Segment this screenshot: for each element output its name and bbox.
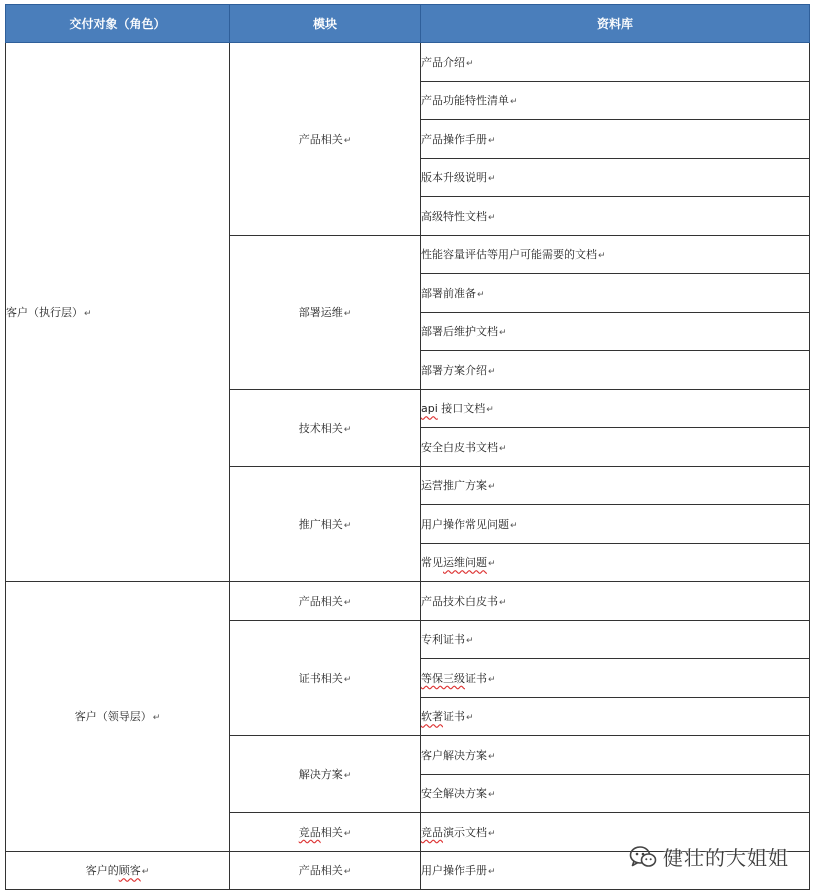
resource-cell-text: 常见运维问题 (421, 556, 487, 570)
paragraph-mark: ↵ (466, 58, 474, 69)
paragraph-mark: ↵ (488, 366, 496, 377)
resource-cell (421, 389, 810, 428)
resource-cell-text: 部署后维护文档 (421, 325, 498, 339)
paragraph-mark: ↵ (486, 405, 494, 416)
module-cell (230, 620, 421, 736)
module-cell-text: 推广相关 (298, 517, 343, 531)
resource-cell-text: 用户操作手册 (421, 864, 487, 878)
resource-cell (421, 505, 810, 544)
watermark (629, 842, 789, 871)
module-cell (230, 813, 421, 852)
paragraph-mark: ↵ (488, 674, 496, 685)
header-role: 交付对象（角色） (6, 5, 230, 43)
header-row (6, 5, 810, 43)
paragraph-mark: ↵ (141, 867, 150, 878)
resource-cell (421, 158, 810, 197)
resource-cell-text: api 接口文档 (421, 402, 486, 416)
resource-cell (421, 197, 810, 236)
resource-cell (421, 43, 810, 82)
resource-cell-text: 客户解决方案 (421, 748, 487, 762)
paragraph-mark: ↵ (343, 309, 352, 319)
resource-cell (421, 81, 810, 120)
paragraph-mark: ↵ (343, 674, 352, 685)
paragraph-mark: ↵ (488, 828, 496, 839)
role-cell-text: 客户的顾客 (85, 864, 141, 878)
module-cell-text: 部署运维 (298, 306, 343, 319)
resource-cell (421, 466, 810, 505)
paragraph-mark: ↵ (343, 828, 352, 839)
module-cell (230, 43, 421, 236)
resource-cell-text: 安全解决方案 (421, 787, 487, 801)
module-cell-text: 证书相关 (298, 671, 343, 685)
resource-cell-text: 软著证书 (421, 710, 465, 724)
resource-cell-text: 运营推广方案 (421, 479, 487, 493)
table-row (6, 582, 810, 621)
paragraph-mark: ↵ (488, 559, 496, 570)
role-cell-text: 客户（领导层） (74, 710, 152, 724)
resource-cell-text: 专利证书 (421, 633, 465, 647)
paragraph-mark: ↵ (488, 174, 496, 185)
module-cell (230, 466, 421, 582)
paragraph-mark: ↵ (466, 636, 474, 647)
resource-cell (421, 351, 810, 390)
resource-cell-text: 用户操作常见问题 (421, 517, 509, 531)
paragraph-mark: ↵ (343, 135, 352, 146)
paragraph-mark: ↵ (343, 520, 352, 531)
wechat-icon (629, 845, 657, 869)
resource-cell (421, 235, 810, 274)
paragraph-mark: ↵ (343, 597, 352, 608)
paragraph-mark: ↵ (598, 251, 606, 262)
module-cell-text: 解决方案 (298, 768, 343, 781)
module-cell-text: 技术相关 (298, 421, 343, 435)
resource-cell-text: 版本升级说明 (421, 171, 487, 185)
resource-cell (421, 774, 810, 813)
role-cell (6, 582, 230, 852)
module-cell-text: 产品相关 (298, 132, 343, 146)
role-cell (6, 43, 230, 582)
header-resource: 资料库 (421, 5, 810, 43)
paragraph-mark: ↵ (343, 424, 352, 435)
paragraph-mark: ↵ (466, 713, 474, 724)
resource-cell-text: 等保三级证书 (421, 671, 487, 685)
role-cell-text: 客户（执行层） (6, 306, 83, 319)
module-cell-text: 产品相关 (298, 594, 343, 608)
paragraph-mark: ↵ (510, 97, 518, 108)
resource-cell (421, 312, 810, 351)
resource-cell (421, 428, 810, 467)
paragraph-mark: ↵ (488, 867, 496, 878)
watermark-text: 健壮的大姐姐 (663, 846, 789, 870)
paragraph-mark: ↵ (499, 443, 507, 454)
resource-cell-text: 产品介绍 (421, 55, 465, 69)
module-cell (230, 235, 421, 389)
resource-cell-text: 竞品演示文档 (421, 825, 487, 839)
resource-cell (421, 736, 810, 775)
resource-cell-text: 产品技术白皮书 (421, 594, 498, 608)
resource-cell (421, 620, 810, 659)
resource-cell (421, 120, 810, 159)
resource-cell (421, 582, 810, 621)
paragraph-mark: ↵ (488, 482, 496, 493)
resource-cell (421, 659, 810, 698)
role-cell (6, 851, 230, 890)
resource-cell (421, 543, 810, 582)
module-cell (230, 851, 421, 890)
paragraph-mark: ↵ (499, 328, 507, 339)
resource-cell-text: 高级特性文档 (421, 209, 487, 223)
resource-cell-text: 产品操作手册 (421, 132, 487, 146)
paragraph-mark: ↵ (488, 212, 496, 223)
header-module: 模块 (230, 5, 421, 43)
paragraph-mark: ↵ (499, 597, 507, 608)
paragraph-mark: ↵ (343, 771, 352, 781)
paragraph-mark: ↵ (343, 867, 352, 878)
module-cell (230, 582, 421, 621)
paragraph-mark: ↵ (84, 309, 92, 319)
paragraph-mark: ↵ (488, 751, 496, 762)
paragraph-mark: ↵ (488, 135, 496, 146)
module-cell (230, 736, 421, 813)
table-row (6, 43, 810, 82)
resource-table (5, 4, 810, 890)
paragraph-mark: ↵ (510, 520, 518, 531)
resource-cell-text: 部署前准备 (421, 286, 476, 300)
resource-cell-text: 性能容量评估等用户可能需要的文档 (421, 248, 597, 262)
module-cell (230, 389, 421, 466)
module-cell-text: 竞品相关 (298, 825, 343, 839)
paragraph-mark: ↵ (152, 713, 161, 724)
resource-cell-text: 部署方案介绍 (421, 363, 487, 377)
paragraph-mark: ↵ (488, 790, 496, 801)
module-cell-text: 产品相关 (298, 864, 343, 878)
resource-cell-text: 安全白皮书文档 (421, 440, 498, 454)
resource-cell-text: 产品功能特性清单 (421, 94, 509, 108)
resource-cell (421, 274, 810, 313)
paragraph-mark: ↵ (477, 289, 485, 300)
resource-cell (421, 697, 810, 736)
